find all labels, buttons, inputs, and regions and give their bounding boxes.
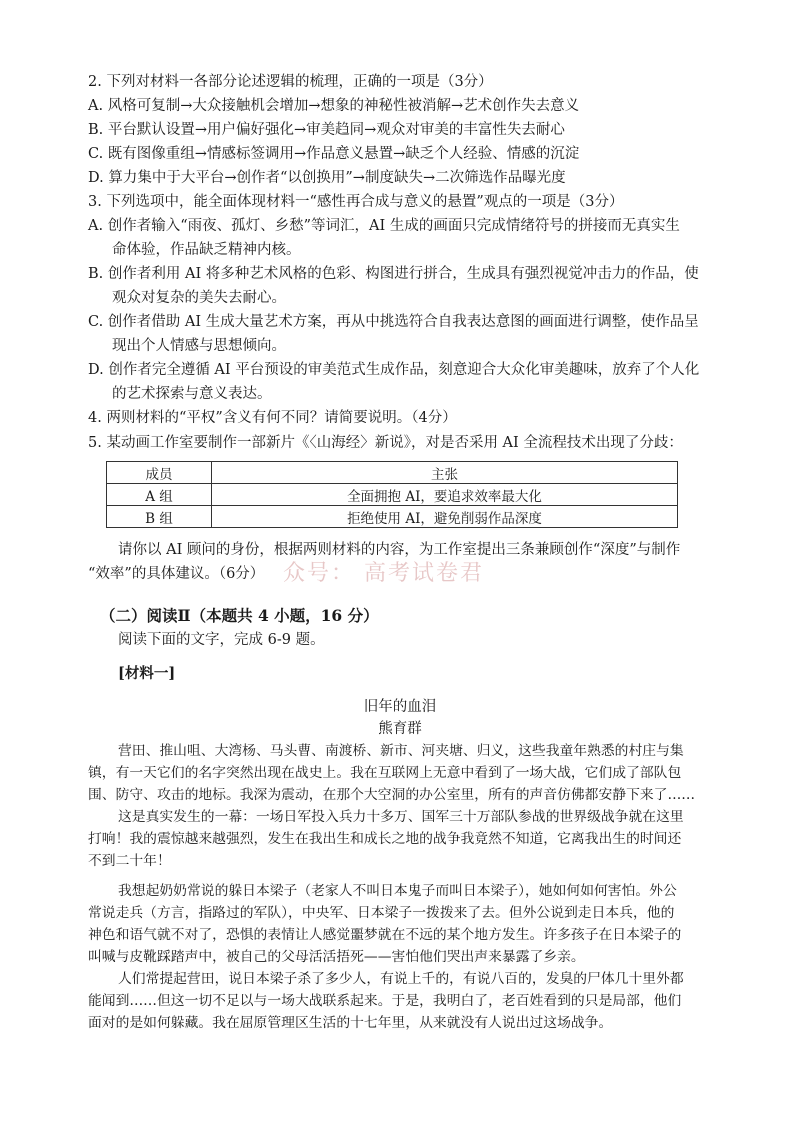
material-label: [材料一] bbox=[118, 665, 176, 682]
q3-option-c-line1: C. 创作者借助 AI 生成大量艺术方案，再从中挑选符合自我表达意图的画面进行调整，使作品呈 bbox=[88, 314, 699, 330]
q2-option-d: D. 算力集中于大平台→创作者“以创换用”→制度缺失→二次筛选作品曝光度 bbox=[88, 170, 566, 186]
q2-option-b: B. 平台默认设置→用户偏好强化→审美趋同→观众对审美的丰富性失去耐心 bbox=[88, 122, 565, 138]
table-header-position: 主张 bbox=[212, 462, 678, 484]
article-author: 熊育群 bbox=[378, 721, 422, 737]
article-title: 旧年的血泪 bbox=[363, 699, 437, 715]
q5-prompt-line2: “效率”的具体建议。（6分） bbox=[88, 566, 265, 582]
table-row bbox=[107, 506, 678, 528]
article-line: 镇，有一天它们的名字突然出现在战史上。我在互联网上无意中看到了一场大战，它们成了部队包 bbox=[88, 765, 682, 781]
q3-stem: 3. 下列选项中，能全面体现材料一“感性再合成与意义的悬置”观点的一项是（3分） bbox=[88, 194, 624, 210]
article-line: 神色和语气就不对了，恐惧的表情让人感觉噩梦就在不远的某个地方发生。许多孩子在日本梁子的 bbox=[88, 927, 682, 943]
q5-prompt-line1: 请你以 AI 顾问的身份，根据两则材料的内容，为工作室提出三条兼顾创作“深度”与制作 bbox=[118, 542, 681, 558]
article-line: 营田、推山咀、大湾杨、马头曹、南渡桥、新市、河夹塘、归义，这些我童年熟悉的村庄与集 bbox=[118, 743, 684, 759]
q3-option-b-line1: B. 创作者利用 AI 将多种艺术风格的色彩、构图进行拼合，生成具有强烈视觉冲击力的作品，使 bbox=[88, 266, 699, 282]
article-line: 能闻到……但这一切不足以与一场大战联系起来。于是，我明白了，老百姓看到的只是局部，他们 bbox=[88, 993, 682, 1009]
q3-option-c-line2: 现出个人情感与思想倾向。 bbox=[112, 338, 286, 354]
table-row bbox=[107, 484, 678, 506]
article-line: 面对的是如何躲藏。我在屈原管理区生活的十七年里，从来就没有人说出过这场战争。 bbox=[88, 1015, 613, 1031]
section-heading: （二）阅读Ⅱ（本题共 4 小题，16 分） bbox=[100, 606, 379, 625]
q2-option-a: A. 风格可复制→大众接触机会增加→想象的神秘性被消解→艺术创作失去意义 bbox=[88, 98, 580, 114]
article-line: 叫喊与皮靴踩踏声中，被自己的父母活活捂死——害怕他们哭出声来暴露了乡亲。 bbox=[88, 949, 585, 965]
table-cell-position: 全面拥抱 AI，要追求效率最大化 bbox=[212, 484, 678, 506]
watermark-text: 众号： 高考试卷君 bbox=[283, 561, 484, 586]
q3-option-d-line1: D. 创作者完全遵循 AI 平台预设的审美范式生成作品，刻意迎合大众化审美趣味，放弃了个人化 bbox=[88, 362, 700, 378]
article-line: 这是真实发生的一幕：一场日军投入兵力十多万、国军三十万部队参战的世界级战争就在这里 bbox=[118, 809, 684, 825]
table-cell-member: A 组 bbox=[107, 484, 212, 506]
table-header-member: 成员 bbox=[107, 462, 212, 484]
article-line: 常说走兵（方言，指路过的军队），中央军、日本梁子一拨拨来了去。但外公说到走日本兵，他的 bbox=[88, 905, 675, 921]
q3-option-d-line2: 的艺术探索与意义表达。 bbox=[112, 386, 272, 402]
article-line: 人们常提起营田，说日本梁子杀了多少人，有说上千的，有说八百的，发臭的尸体几十里外都 bbox=[118, 971, 684, 987]
q3-option-b-line2: 观众对复杂的美失去耐心。 bbox=[112, 290, 286, 306]
table-header-row bbox=[107, 462, 678, 484]
article-line: 我想起奶奶常说的躲日本梁子（老家人不叫日本鬼子而叫日本梁子），她如何如何害怕。外公 bbox=[118, 883, 677, 899]
q4-stem: 4. 两则材料的“平权”含义有何不同？请简要说明。（4分） bbox=[88, 410, 457, 426]
q3-option-a-line2: 命体验，作品缺乏精神内核。 bbox=[112, 242, 301, 258]
article-line: 打响！我的震惊越来越强烈，发生在我出生和成长之地的战争我竟然不知道，它离我出生的时间还 bbox=[88, 831, 682, 847]
article-line: 围、防守、攻击的地标。我深为震动，在那个大空洞的办公室里，所有的声音仿佛都安静下来了…… bbox=[88, 787, 696, 803]
q5-opinion-table bbox=[106, 461, 678, 528]
q3-option-a-line1: A. 创作者输入“雨夜、孤灯、乡愁”等词汇，AI 生成的画面只完成情绪符号的拼接而无真实生 bbox=[88, 218, 680, 234]
table-cell-position: 拒绝使用 AI，避免削弱作品深度 bbox=[212, 506, 678, 528]
q2-stem: 2. 下列对材料一各部分论述逻辑的梳理，正确的一项是（3分） bbox=[88, 74, 493, 90]
article-line: 不到二十年！ bbox=[88, 853, 171, 869]
q5-stem: 5. 某动画工作室要制作一部新片《〈山海经〉新说》，对是否采用 AI 全流程技术出现了分歧： bbox=[88, 435, 683, 451]
section-instruction: 阅读下面的文字，完成 6-9 题。 bbox=[118, 632, 325, 648]
table-cell-member: B 组 bbox=[107, 506, 212, 528]
q2-option-c: C. 既有图像重组→情感标签调用→作品意义悬置→缺乏个人经验、情感的沉淀 bbox=[88, 146, 580, 162]
